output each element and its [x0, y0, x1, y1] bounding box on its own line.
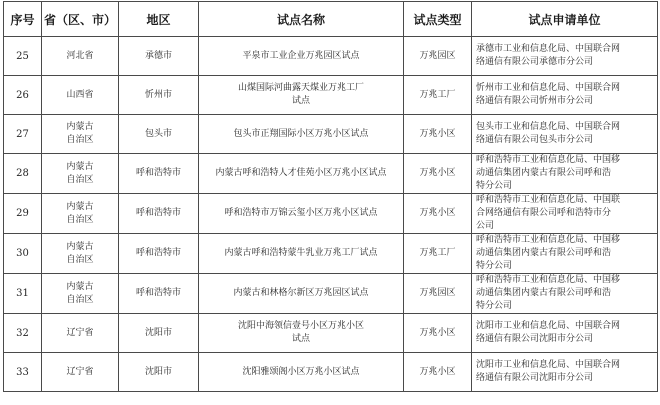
header-row	[4, 2, 658, 37]
pilot-table	[3, 1, 658, 392]
cell-serial-number: 31	[4, 274, 42, 314]
cell-province: 内蒙古 自治区	[42, 234, 119, 274]
cell-applicant-unit: 承德市工业和信息化局、中国联合网 络通信有限公司承德市分公司	[472, 37, 658, 76]
cell-pilot-type: 万兆小区	[404, 194, 472, 234]
cell-province: 内蒙古 自治区	[42, 154, 119, 194]
cell-province: 内蒙古 自治区	[42, 115, 119, 154]
table-row	[4, 234, 658, 274]
cell-pilot-name: 内蒙古和林格尔新区万兆园区试点	[199, 274, 404, 314]
cell-pilot-name: 内蒙古呼和浩特人才佳苑小区万兆小区试点	[199, 154, 404, 194]
cell-pilot-name: 沈阳中海领信壹号小区万兆小区 试点	[199, 314, 404, 353]
cell-pilot-type: 万兆园区	[404, 274, 472, 314]
header-region: 地区	[119, 2, 199, 37]
cell-province: 山西省	[42, 76, 119, 115]
cell-pilot-type: 万兆园区	[404, 37, 472, 76]
cell-region: 沈阳市	[119, 353, 199, 392]
cell-province: 内蒙古 自治区	[42, 194, 119, 234]
cell-serial-number: 29	[4, 194, 42, 234]
cell-pilot-name: 平泉市工业企业万兆园区试点	[199, 37, 404, 76]
cell-region: 呼和浩特市	[119, 234, 199, 274]
cell-province: 河北省	[42, 37, 119, 76]
cell-pilot-type: 万兆小区	[404, 115, 472, 154]
table-body	[4, 37, 658, 392]
table-row	[4, 115, 658, 154]
cell-province: 内蒙古 自治区	[42, 274, 119, 314]
header-applicant-unit: 试点申请单位	[472, 2, 658, 37]
header-pilot-type: 试点类型	[404, 2, 472, 37]
cell-province: 辽宁省	[42, 314, 119, 353]
cell-applicant-unit: 忻州市工业和信息化局、中国联合网 络通信有限公司忻州市分公司	[472, 76, 658, 115]
cell-applicant-unit: 包头市工业和信息化局、中国联合网 络通信有限公司包头市分公司	[472, 115, 658, 154]
table-row	[4, 154, 658, 194]
cell-region: 呼和浩特市	[119, 154, 199, 194]
cell-serial-number: 25	[4, 37, 42, 76]
cell-pilot-name: 内蒙古呼和浩特蒙牛乳业万兆工厂试点	[199, 234, 404, 274]
cell-region: 包头市	[119, 115, 199, 154]
cell-pilot-type: 万兆小区	[404, 154, 472, 194]
cell-applicant-unit: 呼和浩特市工业和信息化局、中国移 动通信集团内蒙古有限公司呼和浩 特分公司	[472, 154, 658, 194]
header-serial-number: 序号	[4, 2, 42, 37]
header-pilot-name: 试点名称	[199, 2, 404, 37]
cell-serial-number: 32	[4, 314, 42, 353]
cell-serial-number: 27	[4, 115, 42, 154]
table-row	[4, 314, 658, 353]
cell-region: 沈阳市	[119, 314, 199, 353]
table-row	[4, 76, 658, 115]
table-header	[4, 2, 658, 37]
header-province: 省（区、市）	[42, 2, 119, 37]
table-row	[4, 274, 658, 314]
cell-pilot-type: 万兆工厂	[404, 76, 472, 115]
cell-pilot-type: 万兆小区	[404, 353, 472, 392]
cell-applicant-unit: 沈阳市工业和信息化局、中国联合网 络通信有限公司沈阳市分公司	[472, 314, 658, 353]
cell-serial-number: 30	[4, 234, 42, 274]
cell-region: 忻州市	[119, 76, 199, 115]
table-row	[4, 353, 658, 392]
cell-applicant-unit: 呼和浩特市工业和信息化局、中国联 合网络通信有限公司呼和浩特市分 公司	[472, 194, 658, 234]
cell-applicant-unit: 呼和浩特市工业和信息化局、中国移 动通信集团内蒙古有限公司呼和浩 特分公司	[472, 274, 658, 314]
cell-pilot-type: 万兆小区	[404, 314, 472, 353]
cell-pilot-name: 沈阳雅颂阁小区万兆小区试点	[199, 353, 404, 392]
cell-region: 呼和浩特市	[119, 274, 199, 314]
cell-pilot-type: 万兆工厂	[404, 234, 472, 274]
cell-serial-number: 28	[4, 154, 42, 194]
table-row	[4, 37, 658, 76]
pilot-table-container	[3, 1, 657, 392]
cell-region: 呼和浩特市	[119, 194, 199, 234]
table-row	[4, 194, 658, 234]
cell-applicant-unit: 沈阳市工业和信息化局、中国联合网 络通信有限公司沈阳市分公司	[472, 353, 658, 392]
cell-serial-number: 33	[4, 353, 42, 392]
cell-province: 辽宁省	[42, 353, 119, 392]
cell-pilot-name: 包头市正翔国际小区万兆小区试点	[199, 115, 404, 154]
cell-serial-number: 26	[4, 76, 42, 115]
cell-pilot-name: 呼和浩特市万锦云玺小区万兆小区试点	[199, 194, 404, 234]
cell-region: 承德市	[119, 37, 199, 76]
cell-pilot-name: 山煤国际河曲露天煤业万兆工厂 试点	[199, 76, 404, 115]
cell-applicant-unit: 呼和浩特市工业和信息化局、中国移 动通信集团内蒙古有限公司呼和浩 特分公司	[472, 234, 658, 274]
